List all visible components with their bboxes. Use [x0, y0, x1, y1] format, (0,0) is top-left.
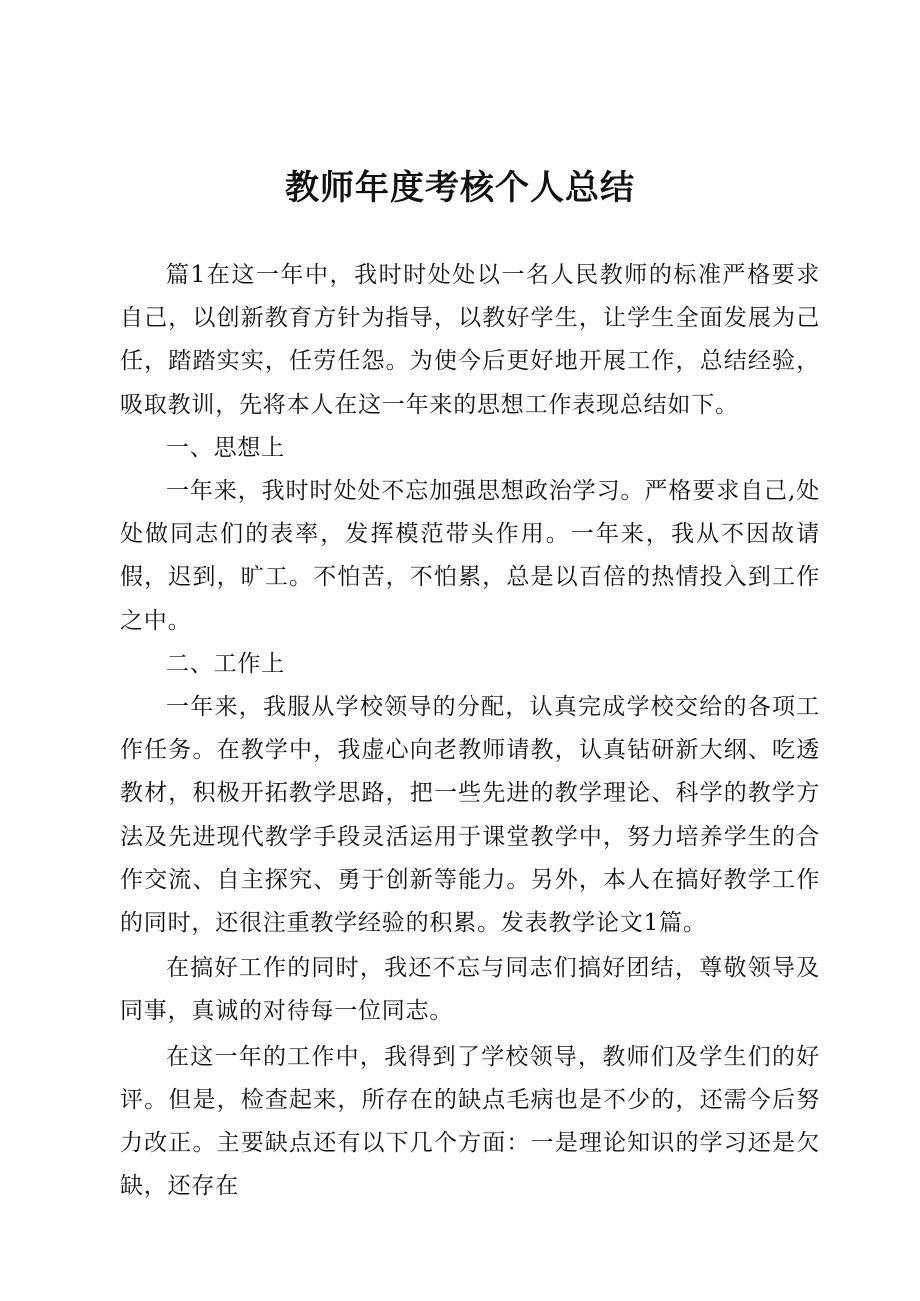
page-title: 教师年度考核个人总结: [285, 168, 635, 208]
paragraph-unity: 在搞好工作的同时，我还不忘与同志们搞好团结，尊敬领导及同事，真诚的对待每一位同志。: [120, 955, 820, 1025]
section-heading-work: 二、工作上: [166, 650, 285, 677]
paragraph-thought: 一年来，我时时处处不忘加强思想政治学习。严格要求自己,处处做同志们的表率，发挥模范带头作用。一年来，我从不因故请假，迟到，旷工。不怕苦，不怕累，总是以百倍的热情投入到工作之中。: [120, 478, 820, 634]
document-body: [120, 254, 820, 1208]
section-heading-thought: 一、思想上: [166, 434, 285, 461]
paragraph-intro: 篇1在这一年中，我时时处处以一名人民教师的标准严格要求自己，以创新教育方针为指导，以教好学生，让学生全面发展为己任，踏踏实实，任劳任怨。为使今后更好地开展工作，总结经验，吸取教训，先将本人在这一年来的思想工作表现总结如下。: [120, 262, 820, 418]
paragraph-work: 一年来，我服从学校领导的分配，认真完成学校交给的各项工作任务。在教学中，我虚心向老教师请教，认真钻研新大纲、吃透教材，积极开拓教学思路，把一些先进的教学理论、科学的教学方法及先进现代教学手段灵活运用于课堂教学中，努力培养学生的合作交流、自主探究、勇于创新等能力。另外，本人在搞好教学工作的同时，还很注重教学经验的积累。发表教学论文1篇。: [120, 694, 820, 937]
paragraph-shortcomings: 在这一年的工作中，我得到了学校领导，教师们及学生们的好评。但是，检查起来，所存在的缺点毛病也是不少的，还需今后努力改正。主要缺点还有以下几个方面：一是理论知识的学习还是欠缺，还存在: [120, 1043, 820, 1200]
